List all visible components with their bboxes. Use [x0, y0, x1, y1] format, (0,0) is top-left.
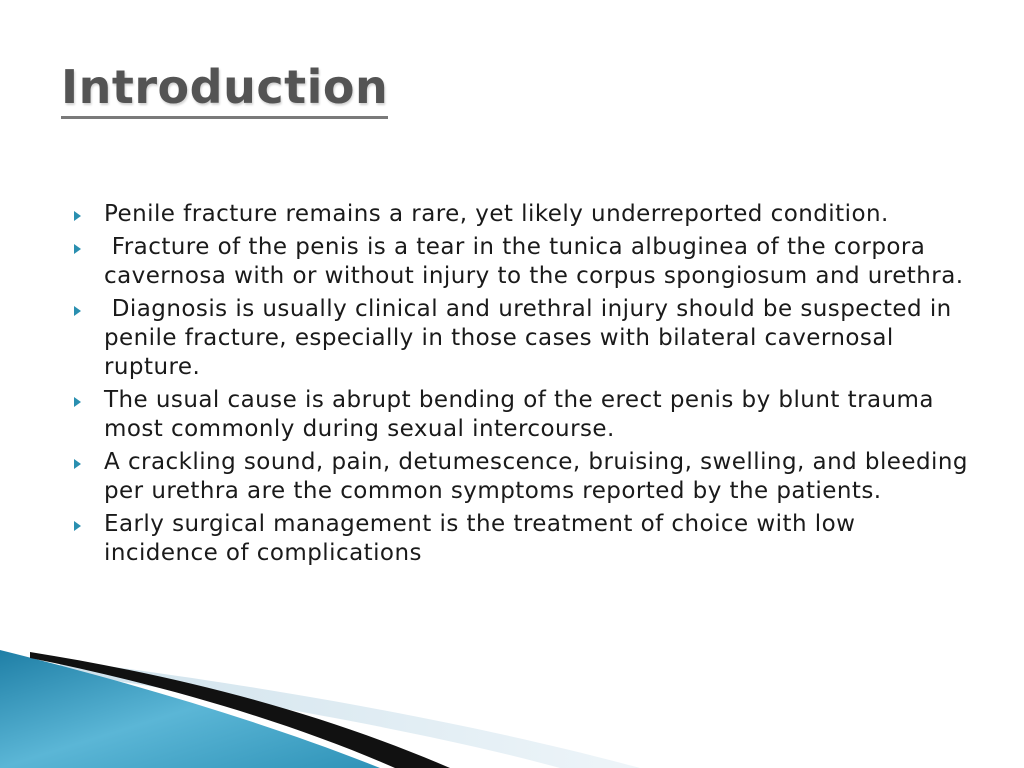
bullet-list	[74, 200, 974, 572]
bullet-item	[74, 295, 974, 382]
triangle-bullet-icon	[74, 306, 81, 316]
bullet-text: The usual cause is abrupt bending of the erect penis by blunt trauma most commonly during sexual intercourse.	[104, 387, 934, 442]
triangle-bullet-icon	[74, 521, 81, 531]
wave-black-band	[30, 652, 450, 768]
bullet-text: Early surgical management is the treatment of choice with low incidence of complications	[104, 511, 856, 566]
bullet-item	[74, 233, 974, 291]
triangle-bullet-icon	[74, 244, 81, 254]
bullet-text: Fracture of the penis is a tear in the tunica albuginea of the corpora cavernosa with or without injury to the corpus spongiosum and urethra.	[104, 234, 964, 289]
triangle-bullet-icon	[74, 397, 81, 407]
bullet-text: Diagnosis is usually clinical and urethral injury should be suspected in penile fracture, especially in those cases with bilateral cavernosal rupture.	[104, 296, 952, 380]
bullet-item	[74, 386, 974, 444]
triangle-bullet-icon	[74, 211, 81, 221]
triangle-bullet-icon	[74, 459, 81, 469]
bullet-item	[74, 510, 974, 568]
wave-pale-band	[60, 660, 640, 768]
bullet-text: Penile fracture remains a rare, yet likely underreported condition.	[104, 201, 889, 227]
slide-title: Introduction	[61, 58, 388, 119]
bullet-item	[74, 200, 974, 229]
bullet-text: A crackling sound, pain, detumescence, bruising, swelling, and bleeding per urethra are the common symptoms reported by the patients.	[104, 449, 968, 504]
wave-blue-band	[0, 650, 380, 768]
bullet-item	[74, 448, 974, 506]
